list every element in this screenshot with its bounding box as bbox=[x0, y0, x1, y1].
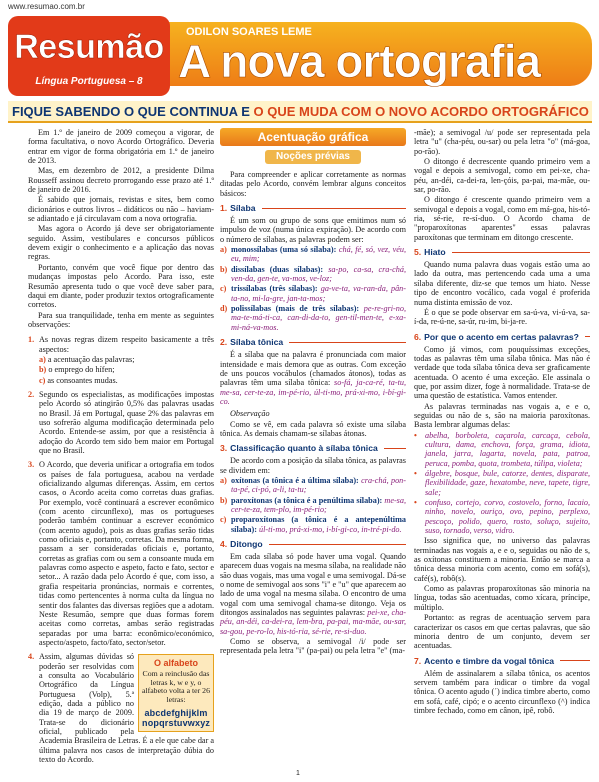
paragraph: O ditongo é crescente quando primeiro vem a semivogal e depois a vogal, como em má-goa, his-tó-ria, sé-rie, re-sí-duo. O Acordo chama de "proparoxítonas aparentes" essas palavras paroxítonas que terminam em ditongo crescente. bbox=[414, 195, 590, 242]
list-item: c) proparoxítonas (a tônica é a antepenúltima sílaba): úl-ti-mo, prá-xi-mo, i-bí-gi-co, in-tré-pi-do. bbox=[220, 515, 406, 534]
list-item: a) oxítonas (a tônica é a última sílaba): cra-chá, pon-ta-pé, ci-pó, a-li, ta-tu; bbox=[220, 475, 406, 495]
stress-list bbox=[220, 476, 406, 534]
paragraph: Como as palavras proparoxítonas são minoria na língua, todas são acentuadas, como xícara, príncipe, múltiplo. bbox=[414, 584, 590, 612]
paragraph: Portanto: as regras de acentuação servem para caracterizar os casos em que certas palavras, que são minoria dentro de um conjunto, devem ser acentuadas. bbox=[414, 613, 590, 651]
intro-paragraph: Portanto, convém que você fique por dentro das mudanças impostas pelo Acordo. Para isso, este Resumão apresenta tudo o que você deve saber para, daqui em diante, poder produzir textos ortograficamente corretos. bbox=[28, 262, 214, 310]
alphabet-letters: abcdefghijklm nopqrstuvwxyz bbox=[142, 707, 211, 728]
list-item: c) trissílabas (três sílabas): ga-ve-ta, va-ran-da, pân-ta-no, mi-la-gre, jan-ta-mos; bbox=[220, 284, 406, 303]
syllable-list bbox=[220, 245, 406, 332]
list-item: a) monossílabas (uma só sílaba): chá, fé, só, vez, véu, eu, mim; bbox=[220, 245, 406, 264]
section-heading-6: 6. Por que o acento em certas palavras? bbox=[414, 332, 590, 342]
alphabet-text: Com a reinclusão das letras k, w e y, o alfabeto volta a ter 26 letras: bbox=[142, 669, 210, 704]
section-heading-1: 1. Sílaba bbox=[220, 203, 406, 213]
author: ODILON SOARES LEME bbox=[186, 26, 312, 38]
paragraph: Isso significa que, no universo das palavras terminadas nas vogais a, e e o, seguidas ou não de s, as oxítonas constituem a minoria. Então se marca a tônica dessa minoria com acento, como em sofá(s), café(s), robô(s). bbox=[414, 536, 590, 583]
section-sub-banner: Noções prévias bbox=[265, 150, 361, 164]
intro-paragraph: Mas, em dezembro de 2012, a presidente Dilma Rousseff assinou decreto prorrogando esse prazo até 1.º de janeiro de 2016. bbox=[28, 166, 214, 195]
list-item: • álgebre, bosque, bule, catorze, dentes, disparate, flexibilidade, gaze, hexatombe, neve, tapete, tigre, sale; bbox=[414, 469, 590, 497]
list-item: • confuso, cortejo, corvo, costovelo, forno, lacaio, ninho, novelo, ouriço, ovo, pepino, perplexo, pescoço, polido, quero, rosto, soluço, sujeito, suso, tornado, verso, vidro. bbox=[414, 498, 590, 536]
observation-3: 3. O Acordo, que deveria unificar a ortografia em todos os países de fala portuguesa, acabou na verdade oficializando algumas diferenças. Assim, em certos casos, o Acordo aceita como corretas duas grafias. Por exemplo, você continuará a escrever econômico (com acento circunflexo), mas os portugueses poderão também continuar a escrever económico (com acento agudo), pois as duas grafias serão tidas como oficiais e, portanto, corretas. Da mesma forma, passam a ser consideradas oficiais e, portanto, corretas as grafias com ou sem a consoante muda em palavras como aspecto e aspeto, facto e fato, sector e setor... A razão dada pelo Acordo é que, com isso, a grafia respeitaria pronúncias, normais e correntes, tidas como pertencentes à norma culta da língua no sentir dos falantes das diversas regiões que a adotam. Neste Resumão, sempre que duas formas forem aceitas como corretas, ambas serão registradas separadas por uma barra: econômico/económico, aspecto/aspeto, facto/fato, sector/setor. bbox=[28, 460, 214, 647]
observation-1-item: a) a acentuação das palavras; bbox=[39, 354, 135, 364]
paragraph: É um som ou grupo de sons que emitimos num só impulso de voz (numa única expiração). De acordo com o número de sílabas, as palavras podem ser: bbox=[220, 216, 406, 244]
list-item: b) dissílabas (duas sílabas): sa-po, ca-sa, cra-chá, ven-da, gen-te, va-mos, ve-loz; bbox=[220, 264, 406, 284]
subtitle bbox=[12, 104, 589, 119]
site-url[interactable]: www.resumao.com.br bbox=[8, 2, 85, 11]
header bbox=[0, 12, 599, 98]
column-continued bbox=[414, 128, 590, 716]
paragraph: -mãe); a semivogal /u/ pode ser representada pela letra "u" (cha-péu, ou-sar) ou pela letra "o" (má-goa, po-rão). bbox=[414, 128, 590, 156]
section-heading-4: 4. Ditongo bbox=[220, 539, 406, 549]
column-intro bbox=[28, 128, 214, 765]
alphabet-title: O alfabeto bbox=[153, 658, 198, 669]
column-accentuation bbox=[220, 128, 406, 657]
intro-paragraph: É sabido que jornais, revistas e sites, bem como dicionários e outros livros – didáticos ou não – haviam-se adiantado e já circulavam com a nova ortografia. bbox=[28, 195, 214, 224]
list-item: • abelha, borboleta, caçarola, carcaça, cebola, cultura, dama, enchova, força, grama, idiota, janela, jarra, lagarta, novela, pata, patroa, peruca, pomba, quota, trombeta, túlipa, violeta; bbox=[414, 430, 590, 468]
list-item: d) polissílabas (mais de três sílabas): pe-re-gri-no, ma-te-má-ti-ca, can-di-da-to, gen-til-men-te, e-xa-mi-ná-va-mos. bbox=[220, 304, 407, 332]
observation-1-item: c) as consoantes mudas. bbox=[39, 375, 118, 385]
section-banner: Acentuação gráfica bbox=[220, 128, 406, 146]
observation-4: 4. Assim, algumas dúvidas só poderão ser resolvidas com a consulta ao Vocabulário Ortográfico da Língua Portuguesa (Volp), 5.ª edição, dada a público no dia 19 de março de 2009. Trata-se do dicionário oficial, publicado pela Academia Brasileira de Letras. É a ele que cabe dar a última palavra nos casos de interpretação dúbia do texto do Acordo. bbox=[28, 652, 214, 764]
section-heading-3: 3. Classificação quanto à sílaba tônica bbox=[220, 443, 406, 453]
section-heading-7: 7. Acento e timbre da vogal tônica bbox=[414, 656, 590, 666]
paragraph: Como se observa, a semivogal /i/ pode ser representada pela letra "i" (pa-pai) ou pela letra "e" (ma- bbox=[220, 637, 406, 656]
paragraph: É a sílaba que na palavra é pronunciada com maior intensidade e mais demora que as outras. Com exceção de uns poucos vocábulos (chamados átonos), todas as palavras têm uma sílaba tônica: so-fá, ja-ca-ré, ta-tu, me-sa, cer-te-za, im-pé-rio, úl-ti-mo, prá-xi-mo, i-bí-gi-co. bbox=[220, 350, 406, 406]
observation-1: 1. As novas regras dizem respeito basicamente a três aspectos: bbox=[28, 335, 214, 354]
paragraph: O ditongo é decrescente quando primeiro vem a vogal e depois a semivogal, como em pei-xe, cha-péu, an-déi, ca-dei-ra, len-çóis, pa-pai, ma-mãe, ou-sar, po-rão. bbox=[414, 157, 590, 195]
observation-text: Como se vê, em cada palavra só existe uma sílaba tônica. As demais chamam-se sílabas átonas. bbox=[220, 419, 406, 438]
brand-logo: Resumão bbox=[14, 28, 164, 66]
page-number: 1 bbox=[296, 770, 300, 777]
brand-box bbox=[8, 16, 170, 96]
observation-2: 2. Segundo os especialistas, as modificações impostas pelo Acordo só atingirão 0,5% das palavras usadas no Brasil. Já em Portugal, quase 2% das palavras em uso sofrerão alguma modificação determinada pelo Acordo. Entende-se assim, por que a resistência à adoção do Acordo tem sido bem maior em Portugal que no Brasil. bbox=[28, 389, 214, 455]
subtitle-part-a: FIQUE SABENDO O QUE CONTINUA E bbox=[12, 104, 250, 119]
observation-label: Observação bbox=[230, 409, 270, 419]
section-heading-2: 2. Sílaba tônica bbox=[220, 337, 406, 347]
subtitle-part-b: O QUE MUDA COM O NOVO ACORDO ORTOGRÁFICO bbox=[253, 104, 589, 119]
page-title: A nova ortografia bbox=[178, 35, 541, 87]
word-list bbox=[414, 431, 590, 536]
intro-paragraph: Mas agora o Acordo já deve ser obrigatoriamente seguido. Assim, vestibulares e concursos públicos devem exigir o conhecimento e a aplicação das novas regras. bbox=[28, 224, 214, 262]
paragraph: Quando numa palavra duas vogais estão uma ao lado da outra, mas pertencendo cada uma a uma sílaba diferente, diz-se que temos um hiato. Nesse tipo de encontro vocálico, cada vogal é proferida numa distinta emissão de voz. bbox=[414, 260, 590, 307]
section-heading-5: 5. Hiato bbox=[414, 247, 590, 257]
list-item: b) paroxítonas (a tônica é a penúltima sílaba): me-sa, cer-te-za, tem-plo, im-pé-rio; bbox=[220, 495, 407, 514]
observations-list bbox=[28, 335, 214, 764]
paragraph: Além de assinalarem a sílaba tônica, os acentos servem também para indicar o timbre da vogal tônica. O acento agudo (´) indica timbre aberto, como em sofá, café, cipó; e o acento circunflexo (^) indica timbre fechado, como em cânon, ipê, robô. bbox=[414, 668, 590, 715]
paragraph: Como já vimos, com pouquíssimas exceções, todas as palavras têm uma sílaba tônica. Mas não é verdade que toda sílaba tônica deva ser graficamente acentuada. O acento é uma exceção. Ele assinala o que, por assim dizer, foge à normalidade. Trata-se de uma questão de estatística. Vamos entender. bbox=[414, 344, 590, 401]
intro-paragraph: Para sua tranquilidade, tenha em mente as seguintes observações: bbox=[28, 310, 214, 329]
paragraph: Em cada sílaba só pode haver uma vogal. Quando aparecem duas vogais na mesma sílaba, na realidade não são duas vogais, mas uma vogal e uma semivogal. Dá-se o nome de semivogal aos sons "i" e "u" que aparecem ao lado de uma vogal na mesma sílaba. O encontro de uma vogal com uma semivogal chama-se ditongo. Veja os ditongos assinalados nas seguintes palavras: pei-xe, cha-péu, an-déi, ca-dei-ra, lem-bra, pa-pai, ma-mãe, ou-sar, sa-gou, pe-ro-lo, his-tó-ria, sé-rie, re-si-duo. bbox=[220, 552, 407, 636]
subtitle-bar bbox=[8, 101, 592, 123]
paragraph: É o que se pode observar em sa-ú-va, vi-ú-va, sa-í-da, re-ú-ne, sa-úr, ru-im, bi-ja-re. bbox=[414, 307, 590, 327]
paragraph: As palavras terminadas nas vogais a, e e o, seguidas ou não de s, são na maioria paroxítonas. Basta lembrar algumas delas: bbox=[414, 401, 590, 430]
paragraph: Para compreender e aplicar corretamente as normas ditadas pelo Acordo, convém lembrar alguns conceitos básicos: bbox=[220, 170, 406, 198]
brand-subtitle: Língua Portuguesa – 8 bbox=[35, 76, 143, 87]
paragraph: De acordo com a posição da sílaba tônica, as palavras se dividem em: bbox=[220, 456, 406, 475]
observation-1-item: b) o emprego do hífen; bbox=[39, 365, 115, 375]
intro-paragraph: Em 1.º de janeiro de 2009 começou a vigorar, de forma facultativa, o novo Acordo Ortográfico. Deveria entrar em vigor de forma obrigatória em 1.º de janeiro de 2013. bbox=[28, 128, 214, 166]
